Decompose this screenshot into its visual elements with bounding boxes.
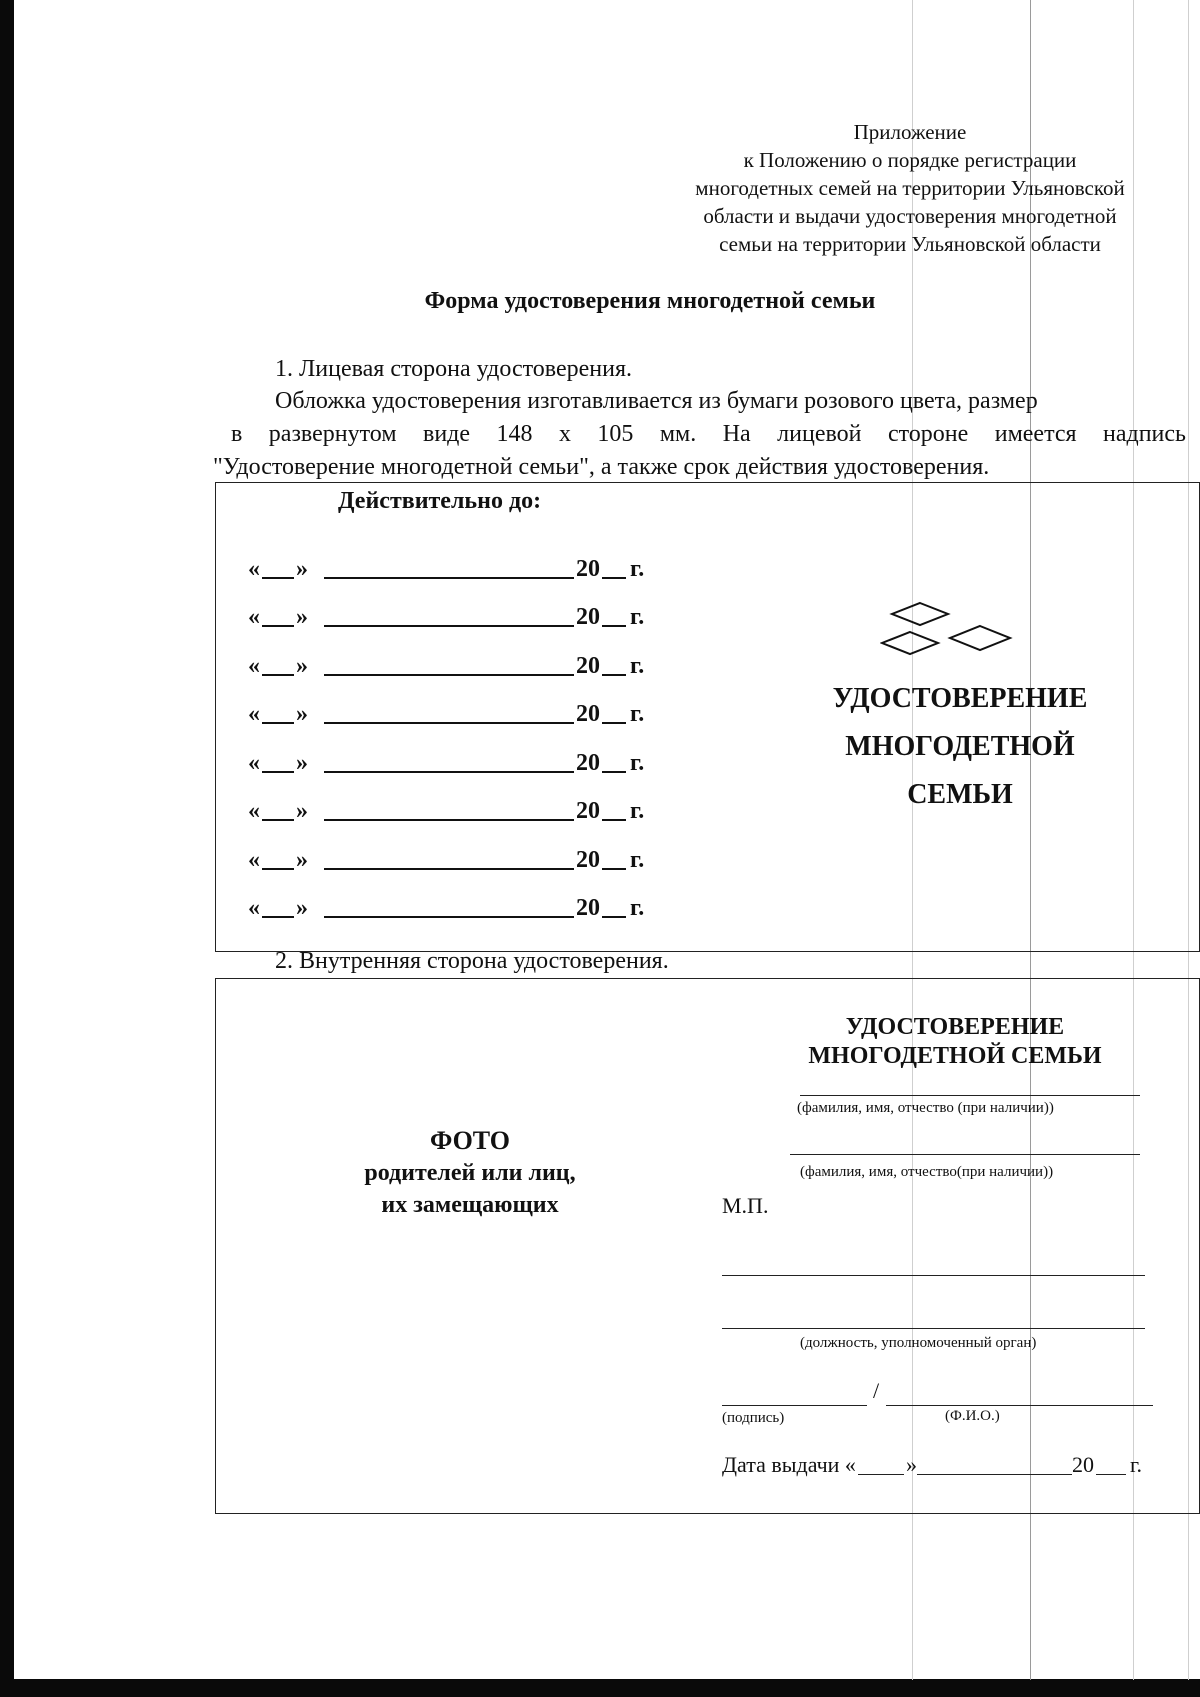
photo-label: родителей или лиц, (364, 1160, 576, 1186)
day-blank (262, 771, 294, 773)
name-caption: (фамилия, имя, отчество(при наличии)) (800, 1164, 1054, 1180)
year-prefix: 20 (576, 749, 600, 776)
date-row (248, 777, 644, 826)
name-line (790, 1154, 1140, 1155)
date-close-quote: » (296, 846, 308, 873)
year-suffix: г. (630, 749, 645, 776)
signature-slash: / (873, 1378, 880, 1403)
date-open-quote: « (248, 652, 260, 679)
appendix-line: многодетных семей на территории Ульяновской (695, 176, 1125, 200)
day-blank (262, 625, 294, 627)
cover-title-line: СЕМЬИ (907, 779, 1013, 810)
date-row (248, 825, 644, 874)
photo-placeholder (300, 1125, 640, 1221)
cover-title (780, 675, 1140, 819)
year-suffix: г. (630, 652, 645, 679)
section1-heading: 1. Лицевая сторона удостоверения. (275, 356, 632, 382)
fio-caption: (Ф.И.О.) (945, 1408, 1000, 1424)
appendix-line: области и выдачи удостоверения многодетной (703, 204, 1117, 228)
scan-border-bottom (0, 1679, 1200, 1697)
date-row (248, 631, 644, 680)
year-blank (602, 771, 626, 773)
date-close-quote: » (296, 749, 308, 776)
year-suffix: г. (630, 798, 645, 824)
date-close-quote: » (296, 604, 308, 630)
issue-day-blank (858, 1474, 904, 1475)
diamond-ornament-icon (880, 600, 1040, 660)
day-blank (262, 819, 294, 821)
month-blank (324, 819, 574, 821)
inner-title (790, 1013, 1120, 1071)
year-prefix: 20 (576, 652, 600, 679)
section2-heading: 2. Внутренняя сторона удостоверения. (275, 948, 669, 974)
date-open-quote: « (248, 604, 260, 630)
date-row (248, 728, 644, 777)
date-row (248, 534, 644, 583)
date-close-quote: » (296, 701, 308, 727)
issue-label: Дата выдачи « (722, 1452, 856, 1477)
year-blank (602, 868, 626, 870)
signature-line (722, 1405, 867, 1406)
year-suffix: г. (630, 701, 645, 727)
stamp-label: М.П. (722, 1193, 769, 1218)
name-line (800, 1095, 1140, 1096)
photo-label: ФОТО (429, 1126, 511, 1155)
section1-text-line: в развернутом виде 148 х 105 мм. На лицевой стороне имеется надпись (231, 421, 1186, 447)
year-prefix: 20 (576, 846, 600, 873)
issue-quote: » (905, 1452, 917, 1477)
position-line (722, 1275, 1145, 1276)
fio-line (886, 1405, 1153, 1406)
year-blank (602, 819, 626, 821)
year-suffix: г. (630, 604, 645, 630)
name-caption: (фамилия, имя, отчество (при наличии)) (797, 1100, 1054, 1116)
date-close-quote: » (296, 895, 308, 921)
year-blank (602, 722, 626, 724)
position-line (722, 1328, 1145, 1329)
date-close-quote: » (296, 652, 308, 679)
day-blank (262, 722, 294, 724)
inner-title-line: МНОГОДЕТНОЙ СЕМЬИ (808, 1043, 1102, 1069)
appendix-line: Приложение (853, 120, 967, 144)
valid-until-label: Действительно до: (338, 488, 542, 514)
day-blank (262, 916, 294, 918)
year-suffix: г. (630, 846, 645, 873)
year-prefix: 20 (576, 555, 600, 582)
scan-border-left (0, 0, 14, 1697)
day-blank (262, 674, 294, 676)
month-blank (324, 916, 574, 918)
appendix-line: семьи на территории Ульяновской области (719, 232, 1101, 256)
day-blank (262, 868, 294, 870)
issue-month-blank (917, 1474, 1072, 1475)
year-suffix: г. (630, 555, 645, 582)
section1-text-line: "Удостоверение многодетной семьи", а также срок действия удостоверения. (213, 454, 990, 480)
issue-year-suffix: г. (1129, 1452, 1142, 1477)
month-blank (324, 577, 574, 579)
cover-title-line: МНОГОДЕТНОЙ (845, 731, 1075, 762)
year-prefix: 20 (576, 604, 600, 630)
appendix-header (640, 118, 1180, 258)
month-blank (324, 674, 574, 676)
year-blank (602, 577, 626, 579)
date-open-quote: « (248, 895, 260, 921)
date-close-quote: » (296, 798, 308, 824)
year-prefix: 20 (576, 895, 600, 921)
month-blank (324, 868, 574, 870)
date-row (248, 583, 644, 632)
date-close-quote: » (296, 555, 308, 582)
month-blank (324, 722, 574, 724)
signature-caption: (подпись) (722, 1410, 785, 1426)
appendix-line: к Положению о порядке регистрации (743, 148, 1077, 172)
date-open-quote: « (248, 846, 260, 873)
year-blank (602, 625, 626, 627)
date-open-quote: « (248, 701, 260, 727)
year-suffix: г. (630, 895, 645, 921)
date-row (248, 874, 644, 923)
date-open-quote: « (248, 555, 260, 582)
month-blank (324, 625, 574, 627)
year-blank (602, 674, 626, 676)
year-prefix: 20 (576, 798, 600, 824)
month-blank (324, 771, 574, 773)
day-blank (262, 577, 294, 579)
date-open-quote: « (248, 798, 260, 824)
year-blank (602, 916, 626, 918)
date-open-quote: « (248, 749, 260, 776)
inner-title-line: УДОСТОВЕРЕНИЕ (845, 1014, 1065, 1040)
issue-year-prefix: 20 (1071, 1452, 1094, 1477)
issue-year-blank (1096, 1474, 1126, 1475)
position-caption: (должность, уполномоченный орган) (800, 1335, 1037, 1351)
date-row (248, 680, 644, 729)
issue-date (722, 1452, 1142, 1478)
year-prefix: 20 (576, 701, 600, 727)
photo-label: их замещающих (381, 1192, 559, 1218)
cover-title-line: УДОСТОВЕРЕНИЕ (832, 683, 1088, 714)
section1-text-line: Обложка удостоверения изготавливается из бумаги розового цвета, размер (275, 388, 1038, 414)
date-rows (248, 534, 644, 922)
form-title: Форма удостоверения многодетной семьи (424, 288, 876, 314)
